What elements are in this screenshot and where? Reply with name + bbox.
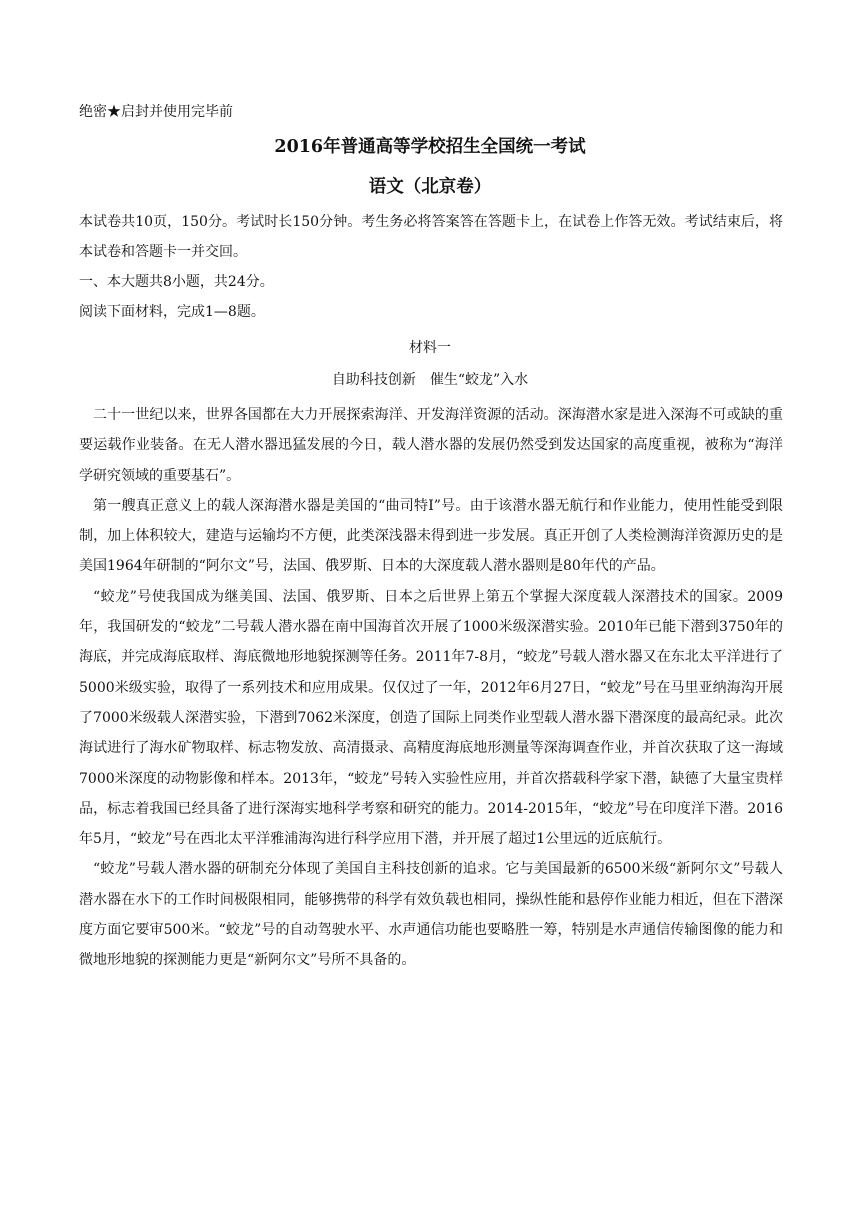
article-paragraph: 二十一世纪以来，世界各国都在大力开展探索海洋、开发海洋资源的活动。深海潜水家是进入深海不可或缺的重要运载作业装备。在无人潜水器迅猛发展的今日，载人潜水器的发展仍然受到发达国家的高度重视，被称为“海洋学研究领域的重要基石”。 bbox=[79, 407, 783, 484]
exam-instructions: 本试卷共10页，150分。考试时长150分钟。考生务必将答案答在答题卡上，在试卷上作答无效。考试结束后，将本试卷和答题卡一并交回。 bbox=[79, 214, 783, 260]
exam-title: 2016年普通高等学校招生全国统一考试 bbox=[274, 137, 586, 157]
section-heading: 一、本大题共8小题，共24分。 bbox=[79, 274, 274, 290]
article-paragraph: “蛟龙”号使我国成为继美国、法国、俄罗斯、日本之后世界上第五个掌握大深度载人深潜技术的国家。2009年，我国研发的“蛟龙”二号载人潜水器在南中国海首次开展了1000米级深潜实验。2010年已能下潜到3750年的海底，并完成海底取样、海底微地形地貌探测等任务。2011年7-8月，“蛟龙”号载人潜水器又在东北太平洋进行了5000米级实验，取得了一系列技术和应用成果。仅仅过了一年，2012年6月27日，“蛟龙”号在马里亚纳海沟开展了7000米级载人深潜实验，下潜到7062米深度，创造了国际上同类作业型载人潜水器下潜深度的最高纪录。此次海试进行了海水矿物取样、标志物发放、高清摄录、高精度海底地形测量等深海调查作业，并首次获取了这一海域7000米深度的动物影像和样本。2013年，“蛟龙”号转入实验性应用，并首次搭载科学家下潜，缺德了大量宝贵样品，标志着我国已经具备了进行深海实地科学考察和研究的能力。2014-2015年，“蛟龙”号在印度洋下潜。2016年5月，“蛟龙”号在西北太平洋雅浦海沟进行科学应用下潜，并开展了超过1公里远的近底航行。 bbox=[79, 588, 783, 848]
article-paragraph: “蛟龙”号载人潜水器的研制充分体现了美国自主科技创新的追求。它与美国最新的6500米级“新阿尔文”号载人潜水器在水下的工作时间极限相同，能够携带的科学有效负载也相同，操纵性能和悬停作业能力相近，但在下潜深度方面它要审500米。“蛟龙”号的自动驾驶水平、水声通信功能也要略胜一筹，特别是水声通信传输图像的能力和微地形地貌的探测能力更是“新阿尔文”号所不具备的。 bbox=[79, 861, 783, 969]
article-paragraph: 第一艘真正意义上的载人深海潜水器是美国的“曲司特I”号。由于该潜水器无航行和作业能力，使用性能受到限制，加上体积较大，建造与运输均不方便，此类深浅器未得到进一步发展。真正开创了人类检测海洋资源历史的是美国1964年研制的“阿尔文”号，法国、俄罗斯、日本的大深度载人潜水器则是80年代的产品。 bbox=[79, 497, 783, 575]
confidential-mark: 绝密★启封并使用完毕前 bbox=[79, 104, 233, 120]
material-title: 自助科技创新 催生“蛟龙”入水 bbox=[331, 372, 529, 388]
reading-task: 阅读下面材料，完成1—8题。 bbox=[79, 304, 265, 320]
material-article bbox=[79, 400, 783, 976]
material-label: 材料一 bbox=[409, 340, 451, 356]
exam-subtitle: 语文（北京卷） bbox=[368, 177, 492, 197]
instructions-block bbox=[79, 207, 783, 327]
